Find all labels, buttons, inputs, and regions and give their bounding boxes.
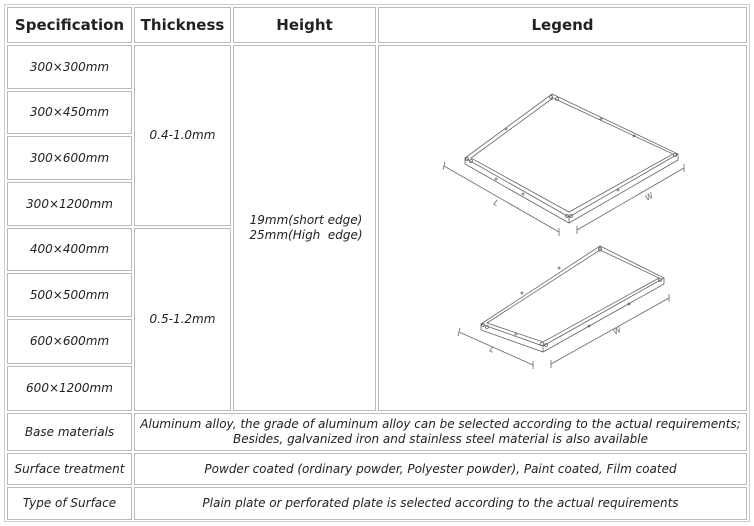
surface-treatment-value: Powder coated (ordinary powder, Polyester powder), Paint coated, Film coated: [134, 453, 747, 485]
spec-cell: 300×300mm: [7, 45, 132, 89]
type-of-surface-label: Type of Surface: [7, 487, 132, 520]
legend-drawing: [379, 46, 748, 412]
header-specification: Specification: [7, 7, 132, 43]
spec-cell: 500×500mm: [7, 273, 132, 317]
length-label-bottom: L: [488, 344, 496, 355]
base-materials-line2: Besides, galvanized iron and stainless steel material is also available: [232, 432, 649, 446]
spec-cell: 300×450mm: [7, 91, 132, 134]
legend-cell: [378, 45, 747, 411]
base-materials-value: [134, 413, 747, 451]
height-high-edge: 25mm(High edge): [249, 228, 363, 242]
header-legend: Legend: [378, 7, 747, 43]
spec-cell: 400×400mm: [7, 228, 132, 271]
thickness-cell: 0.5-1.2mm: [134, 228, 231, 411]
type-of-surface-value: Plain plate or perforated plate is selected according to the actual requirements: [134, 487, 747, 520]
square-panel-illustration: [443, 94, 684, 236]
surface-treatment-label: Surface treatment: [7, 453, 132, 485]
spec-cell: 300×1200mm: [7, 182, 132, 226]
width-label-top: W: [643, 190, 655, 203]
base-materials-label: Base materials: [7, 413, 132, 451]
spec-cell: 300×600mm: [7, 136, 132, 180]
width-label-bottom: W: [611, 324, 623, 337]
header-height: Height: [233, 7, 376, 43]
height-cell: [233, 45, 376, 411]
spec-cell: 600×600mm: [7, 319, 132, 364]
base-materials-line1: Aluminum alloy, the grade of aluminum alloy can be selected according to the actual requirements;: [140, 417, 741, 431]
height-short-edge: 19mm(short edge): [249, 213, 363, 227]
spec-cell: 600×1200mm: [7, 366, 132, 411]
length-label-top: L: [492, 197, 501, 208]
header-thickness: Thickness: [134, 7, 231, 43]
thickness-cell: 0.4-1.0mm: [134, 45, 231, 226]
